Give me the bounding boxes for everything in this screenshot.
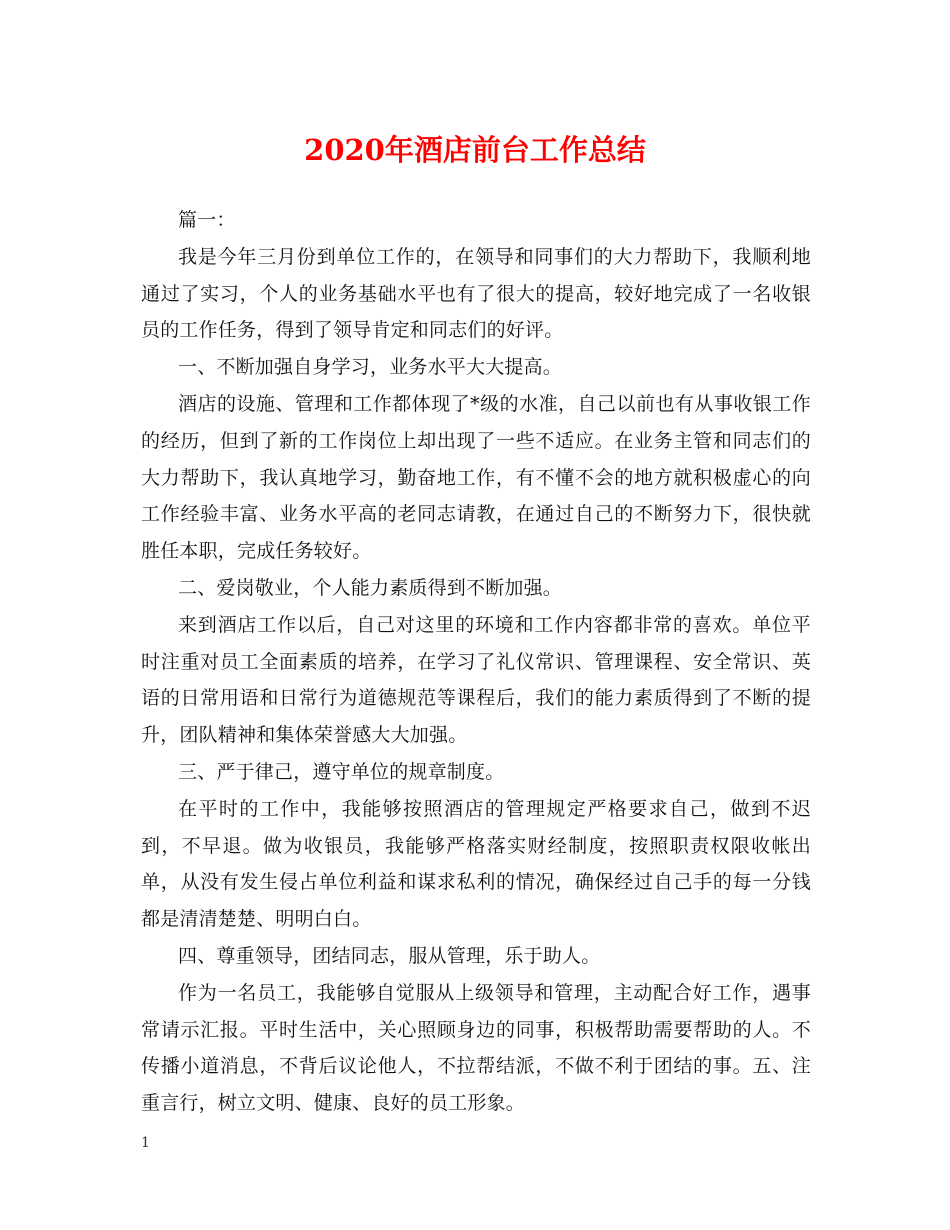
heading-point-3: 三、严于律己，遵守单位的规章制度。 — [178, 760, 505, 783]
paragraph-intro: 我是今年三月份到单位工作的，在领导和同事们的大力帮助下，我顺利地通过了实习，个人的业务基础水平也有了很大的提高，较好地完成了一名收银员的工作任务，得到了领导肯定和同志们的好评。 — [141, 245, 811, 342]
document-title: 2020年酒店前台工作总结 — [304, 133, 646, 167]
paragraph-section-label: 篇一： — [178, 209, 236, 231]
document-body — [141, 202, 811, 1122]
heading-point-2: 二、爱岗敬业，个人能力素质得到不断加强。 — [178, 576, 563, 599]
heading-point-1: 一、不断加强自身学习，业务水平大大提高。 — [178, 356, 563, 379]
paragraph-point-1: 酒店的设施、管理和工作都体现了*级的水准，自己以前也有从事收银工作的经历，但到了新的工作岗位上却出现了一些不适应。在业务主管和同志们的大力帮助下，我认真地学习，勤奋地工作，有不懂不会的地方就积极虚心的向工作经验丰富、业务水平高的老同志请教，在通过自己的不断努力下，很快就胜任本职，完成任务较好。 — [141, 392, 811, 563]
paragraph-point-2: 来到酒店工作以后，自己对这里的环境和工作内容都非常的喜欢。单位平时注重对员工全面素质的培养，在学习了礼仪常识、管理课程、安全常识、英语的日常用语和日常行为道德规范等课程后，我们的能力素质得到了不断的提升，团队精神和集体荣誉感大大加强。 — [141, 613, 811, 747]
heading-point-4: 四、尊重领导，团结同志，服从管理，乐于助人。 — [178, 944, 601, 967]
page-number: 1 — [141, 1135, 150, 1151]
paragraph-point-4: 作为一名员工，我能够自觉服从上级领导和管理，主动配合好工作，遇事常请示汇报。平时生活中，关心照顾身边的同事，积极帮助需要帮助的人。不传播小道消息，不背后议论他人，不拉帮结派，不做不利于团结的事。五、注重言行，树立文明、健康、良好的员工形象。 — [141, 981, 811, 1115]
paragraph-point-3: 在平时的工作中，我能够按照酒店的管理规定严格要求自己，做到不迟到，不早退。做为收银员，我能够严格落实财经制度，按照职责权限收帐出单，从没有发生侵占单位利益和谋求私利的情况，确保经过自己手的每一分钱都是清清楚楚、明明白白。 — [141, 797, 811, 931]
